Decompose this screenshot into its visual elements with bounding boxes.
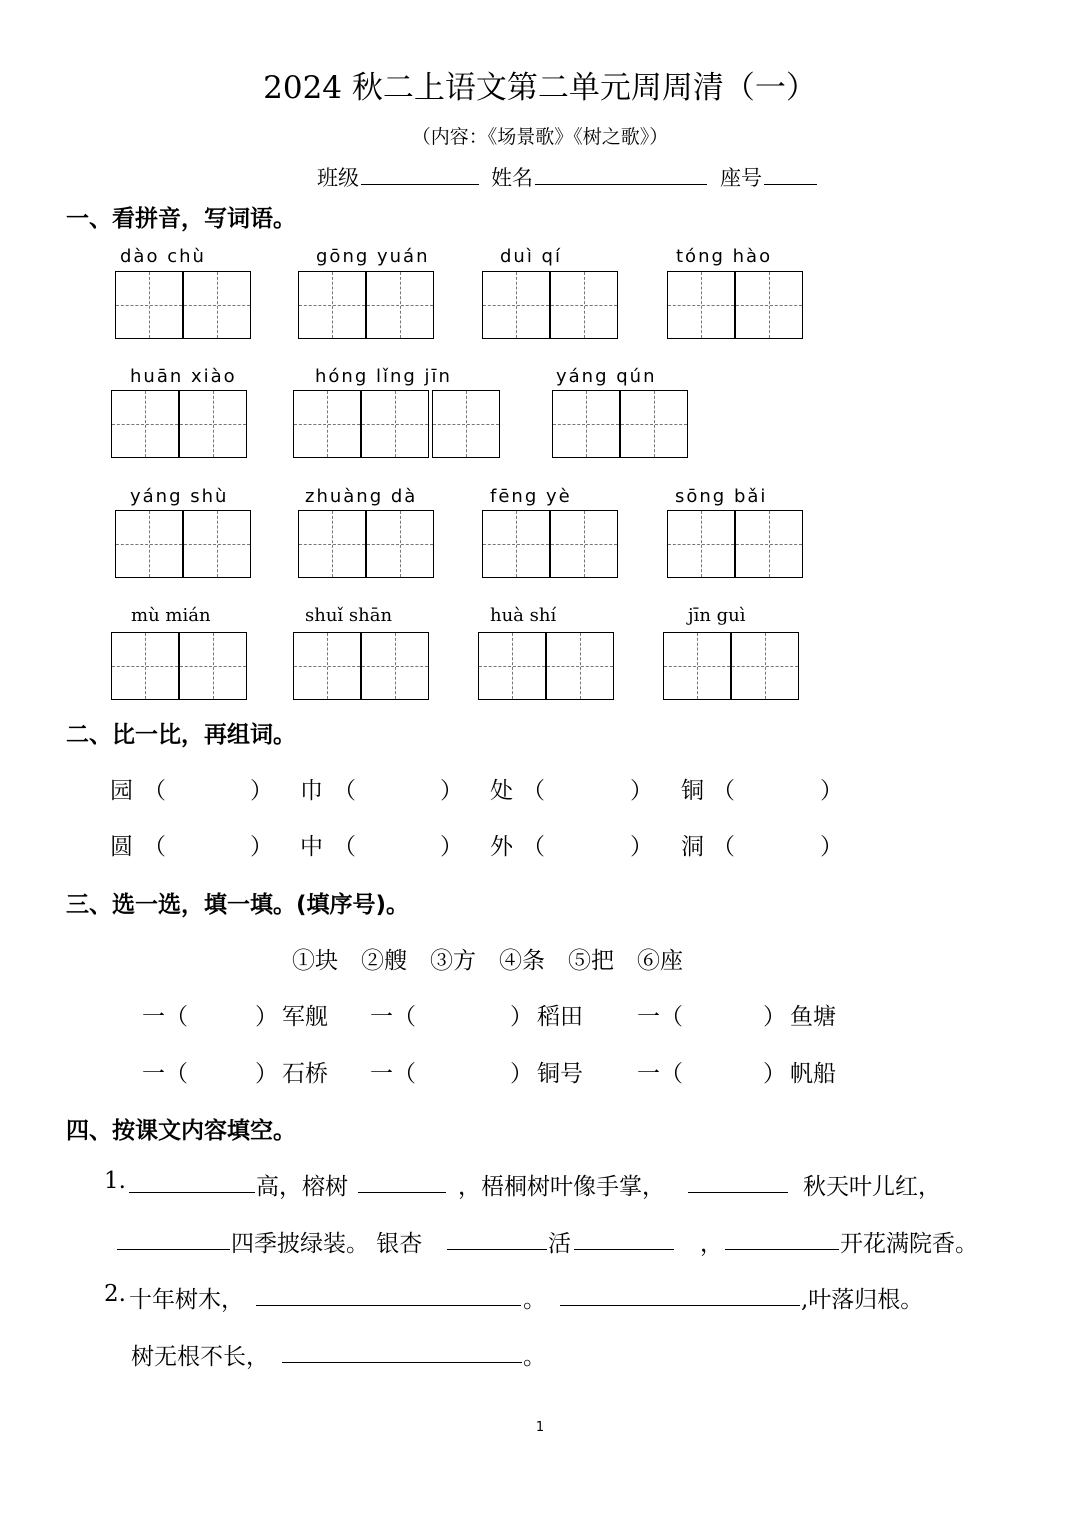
writing-cell[interactable] <box>550 510 618 578</box>
writing-cell[interactable] <box>115 271 183 339</box>
paren-close: ） <box>763 1061 786 1087</box>
section-3-heading: 三、选一选，填一填。(填序号)。 <box>66 892 410 918</box>
name-blank[interactable] <box>535 162 707 185</box>
paren-close: ） <box>440 834 463 860</box>
writing-cell[interactable] <box>115 510 183 578</box>
writing-cell[interactable] <box>366 510 434 578</box>
writing-cell[interactable] <box>361 632 429 700</box>
fill-noun: 军舰 <box>282 1004 328 1030</box>
proverb-text: 树无根不长， <box>131 1344 269 1370</box>
paren-close: ） <box>763 1004 786 1030</box>
passage-text: 高，榕树 <box>256 1174 348 1200</box>
answer-blank[interactable] <box>256 1281 521 1306</box>
pinyin-label: duì qí <box>500 246 562 267</box>
paren-open: （ <box>712 778 735 804</box>
compare-char: 圆 <box>110 834 133 860</box>
writing-cell[interactable] <box>663 632 731 700</box>
compare-char: 巾 <box>300 778 323 804</box>
paren-close: ） <box>250 778 273 804</box>
writing-cell[interactable] <box>298 271 366 339</box>
pinyin-label: hóng lǐng jīn <box>315 366 452 387</box>
class-blank[interactable] <box>361 162 479 185</box>
fill-noun: 铜号 <box>537 1061 583 1087</box>
pinyin-label: fēng yè <box>490 486 572 507</box>
paren-open: （ <box>333 834 356 860</box>
paren-close: ） <box>820 834 843 860</box>
writing-cell[interactable] <box>667 271 735 339</box>
name-label: 姓名 <box>491 166 533 190</box>
writing-cell[interactable] <box>731 632 799 700</box>
answer-blank[interactable] <box>574 1225 674 1250</box>
paren-close: ） <box>250 834 273 860</box>
section-1-heading: 一、看拼音，写词语。 <box>66 206 296 232</box>
writing-cell[interactable] <box>552 390 620 458</box>
passage-text: ， <box>700 1231 723 1257</box>
pinyin-label: sōng bǎi <box>675 486 768 507</box>
paren-open: （ <box>522 834 545 860</box>
class-label: 班级 <box>317 166 359 190</box>
writing-cell[interactable] <box>546 632 614 700</box>
writing-cell[interactable] <box>361 390 429 458</box>
writing-cell[interactable] <box>179 632 247 700</box>
paren-close: ） <box>440 778 463 804</box>
pinyin-label: yáng qún <box>556 366 657 387</box>
pinyin-label: jīn guì <box>688 605 746 626</box>
fill-noun: 鱼塘 <box>790 1004 836 1030</box>
answer-blank[interactable] <box>560 1281 800 1306</box>
pinyin-label: zhuàng dà <box>305 486 418 507</box>
section-4-heading: 四、按课文内容填空。 <box>66 1118 296 1144</box>
writing-cell[interactable] <box>620 390 688 458</box>
writing-cell[interactable] <box>735 271 803 339</box>
pinyin-label: shuǐ shān <box>305 605 393 626</box>
writing-cell[interactable] <box>482 510 550 578</box>
question-number: 1. <box>104 1168 126 1194</box>
fill-prefix: 一（ <box>142 1061 188 1087</box>
seat-blank[interactable] <box>764 162 817 185</box>
pinyin-label: mù mián <box>131 605 211 626</box>
writing-cell[interactable] <box>293 390 361 458</box>
paren-open: （ <box>143 834 166 860</box>
passage-text: 活 <box>548 1231 571 1257</box>
writing-cell[interactable] <box>111 390 179 458</box>
answer-blank[interactable] <box>282 1338 522 1363</box>
paren-close: ） <box>510 1004 533 1030</box>
paren-close: ） <box>255 1004 278 1030</box>
pinyin-label: huà shí <box>490 605 557 626</box>
answer-blank[interactable] <box>725 1225 839 1250</box>
compare-char: 铜 <box>681 778 704 804</box>
passage-text: 开花满院香。 <box>840 1231 978 1257</box>
passage-text: ，梧桐树叶像手掌， <box>458 1174 665 1200</box>
writing-cell[interactable] <box>432 390 500 458</box>
page-title: 2024 秋二上语文第二单元周周清（一） <box>263 70 817 106</box>
paren-open: （ <box>333 778 356 804</box>
measure-word-options: ①块 ②艘 ③方 ④条 ⑤把 ⑥座 <box>292 948 683 974</box>
writing-cell[interactable] <box>293 632 361 700</box>
proverb-text: ,叶落归根。 <box>801 1287 924 1313</box>
writing-cell[interactable] <box>478 632 546 700</box>
writing-cell[interactable] <box>183 271 251 339</box>
compare-char: 中 <box>300 834 323 860</box>
pinyin-label: dào chù <box>120 246 206 267</box>
pinyin-label: yáng shù <box>130 486 229 507</box>
fill-noun: 帆船 <box>790 1061 836 1087</box>
pinyin-label: gōng yuán <box>316 246 430 267</box>
fill-prefix: 一（ <box>142 1004 188 1030</box>
fill-noun: 石桥 <box>282 1061 328 1087</box>
paren-close: ） <box>255 1061 278 1087</box>
proverb-text: 十年树木， <box>129 1287 244 1313</box>
page-number: 1 <box>535 1420 545 1435</box>
answer-blank[interactable] <box>129 1168 255 1193</box>
compare-char: 洞 <box>681 834 704 860</box>
passage-text: 四季披绿装。 银杏 <box>231 1231 423 1257</box>
fill-prefix: 一（ <box>370 1061 416 1087</box>
writing-cell[interactable] <box>482 271 550 339</box>
compare-char: 园 <box>110 778 133 804</box>
answer-blank[interactable] <box>447 1225 547 1250</box>
fill-prefix: 一（ <box>370 1004 416 1030</box>
writing-cell[interactable] <box>298 510 366 578</box>
writing-cell[interactable] <box>667 510 735 578</box>
writing-cell[interactable] <box>366 271 434 339</box>
proverb-text: 。 <box>523 1344 546 1370</box>
paren-open: （ <box>522 778 545 804</box>
compare-char: 处 <box>490 778 513 804</box>
compare-char: 外 <box>490 834 513 860</box>
answer-blank[interactable] <box>358 1168 446 1193</box>
section-2-heading: 二、比一比，再组词。 <box>66 722 296 748</box>
fill-noun: 稻田 <box>537 1004 583 1030</box>
paren-close: ） <box>820 778 843 804</box>
writing-cell[interactable] <box>550 271 618 339</box>
pinyin-label: tóng hào <box>676 246 773 267</box>
paren-close: ） <box>630 778 653 804</box>
paren-close: ） <box>630 834 653 860</box>
answer-blank[interactable] <box>688 1168 788 1193</box>
page-subtitle: （内容：《场景歌》《树之歌》） <box>411 126 669 148</box>
pinyin-label: huān xiào <box>130 366 237 387</box>
fill-prefix: 一（ <box>637 1061 683 1087</box>
fill-prefix: 一（ <box>637 1004 683 1030</box>
writing-cell[interactable] <box>111 632 179 700</box>
paren-close: ） <box>510 1061 533 1087</box>
writing-cell[interactable] <box>179 390 247 458</box>
proverb-text: 。 <box>523 1287 546 1313</box>
paren-open: （ <box>712 834 735 860</box>
writing-cell[interactable] <box>735 510 803 578</box>
question-number: 2. <box>104 1281 126 1307</box>
answer-blank[interactable] <box>117 1225 230 1250</box>
paren-open: （ <box>143 778 166 804</box>
writing-cell[interactable] <box>183 510 251 578</box>
passage-text: 秋天叶儿红， <box>803 1174 941 1200</box>
seat-label: 座号 <box>720 166 762 190</box>
